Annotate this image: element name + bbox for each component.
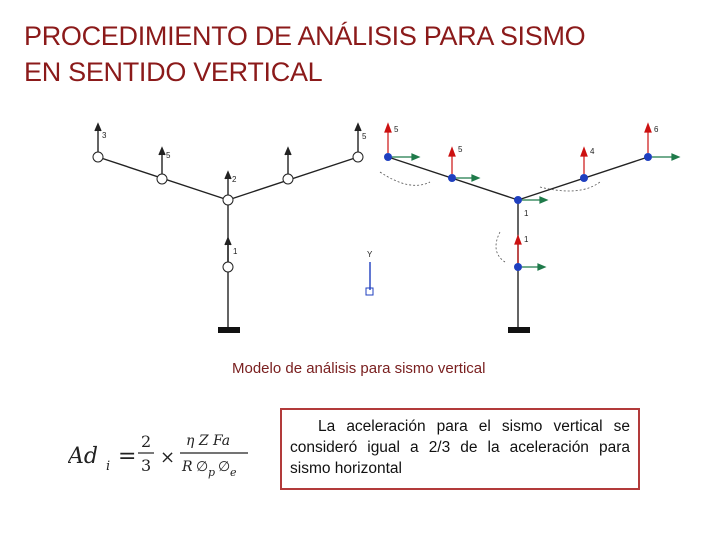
- left-label-3: 3: [102, 131, 107, 140]
- right-model: [380, 157, 648, 333]
- figure-caption: Modelo de análisis para sismo vertical: [232, 360, 486, 377]
- frac2-den-r: R: [182, 459, 193, 475]
- node-circle: [223, 262, 233, 272]
- frac2-den-phi2: ∅: [218, 459, 231, 475]
- right-support: [508, 327, 530, 333]
- node-circle: [157, 174, 167, 184]
- note-box: [280, 408, 640, 490]
- right-red-arrows: [385, 124, 651, 263]
- right-label-1a: 1: [524, 235, 529, 244]
- frac2-den-phi1: ∅: [196, 459, 209, 475]
- slide-title: [24, 18, 684, 90]
- left-label-5: 5: [166, 151, 171, 160]
- left-support: [218, 327, 240, 333]
- frac2-den-sub2: e: [230, 466, 237, 479]
- node-circle: [283, 174, 293, 184]
- title-line-2: EN SENTIDO VERTICAL: [24, 57, 323, 87]
- right-green-arrows: [392, 154, 679, 270]
- structural-model-diagram: [80, 112, 700, 352]
- right-label-5a: 5: [394, 125, 399, 134]
- formula-times: ×: [160, 447, 176, 468]
- title-line-1: PROCEDIMIENTO DE ANÁLISIS PARA SISMO: [24, 21, 586, 51]
- axis-label-y: Y: [367, 250, 373, 259]
- frac2-num: η Z Fa: [186, 433, 231, 449]
- left-label-top-right: 5: [362, 132, 367, 141]
- right-label-1b: 1: [524, 209, 529, 218]
- formula-lhs-sub: i: [106, 459, 111, 474]
- node-circle: [93, 152, 103, 162]
- left-label-1: 1: [233, 247, 238, 256]
- right-label-4: 4: [590, 147, 595, 156]
- node-circle: [223, 195, 233, 205]
- frac1-den: 3: [141, 456, 152, 475]
- formula-equals: =: [118, 444, 137, 469]
- frac1-num: 2: [141, 432, 152, 451]
- node-circle: [353, 152, 363, 162]
- left-label-2: 2: [232, 175, 237, 184]
- note-text: La aceleración para el sismo vertical se consideró igual a 2/3 de la aceleración para sismo horizontal: [290, 418, 630, 477]
- right-label-6: 6: [654, 125, 659, 134]
- right-label-5b: 5: [458, 145, 463, 154]
- frac2-den-sub1: p: [208, 466, 216, 479]
- acceleration-formula: [68, 425, 268, 485]
- formula-lhs: Ad: [68, 444, 98, 469]
- left-model: [93, 124, 373, 333]
